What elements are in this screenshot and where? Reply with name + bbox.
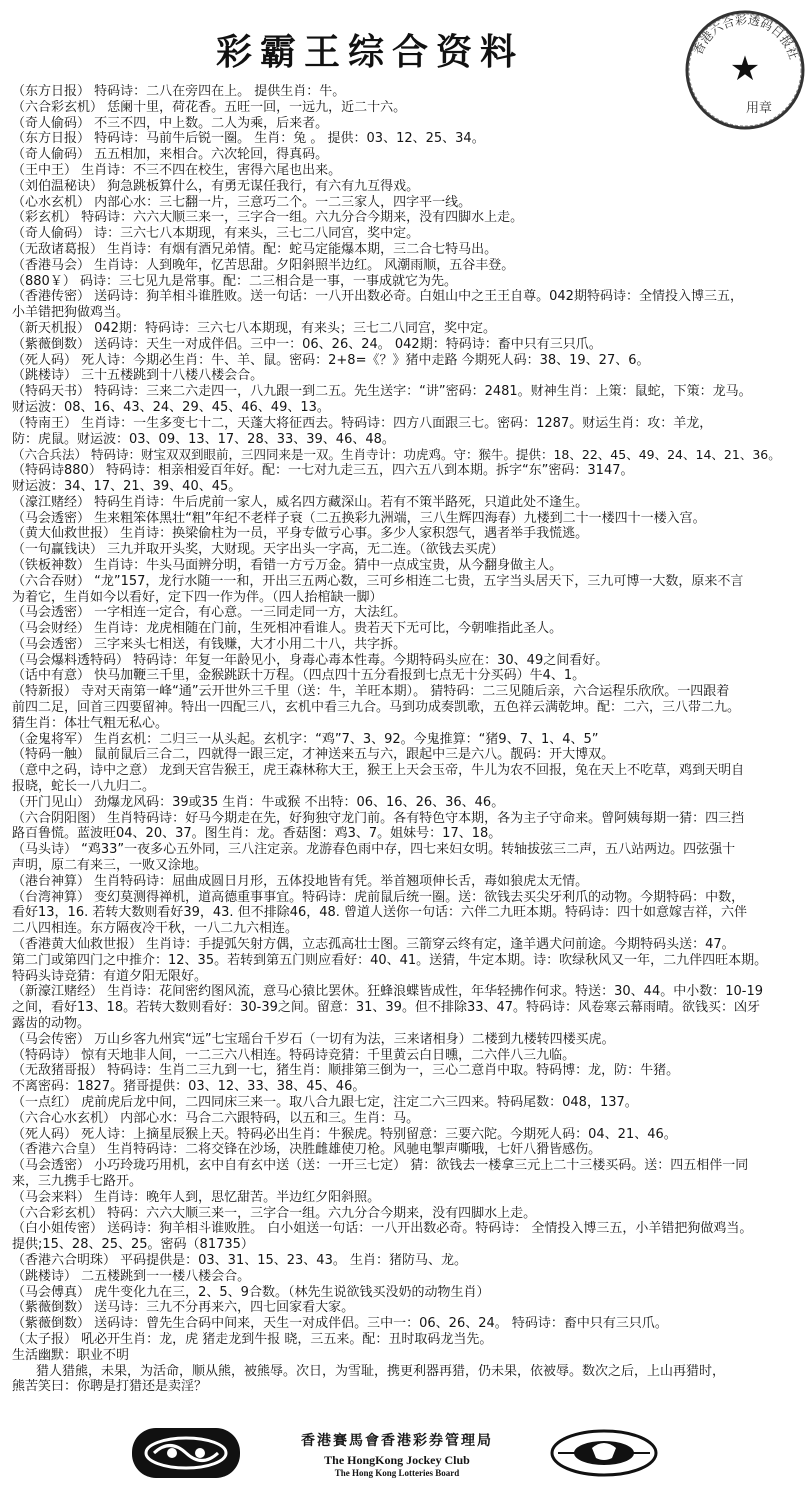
text-line: 财运波：08、16、43、24、29、45、46、49、13。 — [12, 399, 330, 415]
humor-heading: 生活幽默：职业不明 — [12, 1347, 130, 1363]
page-title: 彩霸王综合资料 — [215, 31, 524, 73]
footer — [0, 1418, 810, 1494]
text-line: （无敌猪哥报） 特码诗：生肖二三九到一七，猪生肖：顺排第三倒为一，三心二意肖中取。特码博：龙，防：牛猪。 — [12, 1063, 680, 1079]
text-line: （金鬼将军） 生肖玄机：二归三一从头起。玄机字：“鸡”7、3、92。今鬼推算：“猪9、7、1、4、5” — [12, 731, 599, 747]
text-line: （六合吞财） “龙”157，龙行水随一一和，开出三五两心数，三可乡相连二七贵，五字当头居天下，三九可博一大数，原来不言 — [12, 573, 744, 589]
text-line: （马会透密） 三字来头七相送，有钱赚，大才小用二十八，共字拆。 — [12, 636, 407, 652]
text-line: 看好13，16. 若转大数则看好39，43. 但不排除46，48. 曾道人送你一句话：六伴二九旺本期。特码诗：四十如意嫁吉祥，六伴 — [12, 905, 748, 921]
text-line: （东方日报） 特码诗：二八在旁四在上。 提供生肖：牛。 — [12, 84, 346, 99]
text-line: 来，三九携手七路开。 — [12, 1173, 143, 1189]
text-line: （铁板神数） 生肖诗：牛头马面辨分明，看错一方亏万金。猜中一点成宝贵，从今翻身做主人。 — [12, 557, 563, 573]
humor-text: 熊苦笑曰：你聘是打猎还是卖淫？ — [12, 1379, 208, 1395]
humor-text: 猎人猎熊，未果，为活命，顺从熊，被熊辱。次日，为雪耻，携更利器再猎，仍未果，依被辱。数次之后，上山再猎时， — [36, 1363, 726, 1379]
text-line: 防：虎鼠。财运波：03、09、13、17、28、33、39、46、48。 — [12, 431, 395, 447]
text-line: （香港六合皇） 生肖特码诗：二将交锋在沙场，决胜雌雄使刀枪。风驰电掣声嘶哦，七奸八猾皆感伤。 — [12, 1142, 602, 1158]
text-line: 小羊错把狗做鸡当。 — [12, 305, 130, 321]
text-line: 之间，看好13、18。若转大数则看好：30-39之间。留意：31、39。但不排除33、47。特码诗：风卷寒云幕雨晴。欲钱买：凶牙 — [12, 1000, 761, 1016]
text-line: （六合阴阳图） 生肖特码诗：好马今期走在先，好狗独守龙门前。各有特色守本期，各为主子守命来。曾阿姨每期一猜：四三挡 — [12, 810, 745, 826]
text-line: （特新报） 寺对天南第一峰“通”云开世外三千里（送：牛，羊旺本期）。 猜特码：二三见随后亲，六合运程乐欣欣。一四跟着 — [12, 684, 730, 700]
text-line: （香港黄大仙救世报） 生肖诗：手提弧矢射方偶，立志孤高壮士图。三箭穿云终有定，逢羊遇犬问前途。今期特码头送：47。 — [12, 937, 735, 953]
text-line: （死人码） 死人诗：上摘星辰猴上天。特码必出生肖：牛猴虎。特别留意：三要六陀。今期死人码：04、21、46。 — [12, 1126, 677, 1142]
svg-text:用章: 用章 — [745, 101, 773, 116]
text-line: （紫薇倒数） 送马诗：三九不分再来六，四七回家看大家。 — [12, 1300, 355, 1316]
text-line: （东方日报） 特码诗：马前牛后锐一圈。 生肖：兔 。 提供：03、12、25、34。 — [12, 131, 485, 147]
text-line: （马会传密） 万山乡客九州宾“远”七宝瑶台千岁石（一切有为法，三来诸相身）二楼到九楼转四楼买虎。 — [12, 1031, 615, 1047]
text-line: （马头诗） “鸡33”一夜多心五外同，三八注定亲。龙游春色雨中存，四七来妇女明。转轴拔弦三二声，五八站两边。四弦强十 — [12, 842, 736, 858]
text-line: （香港六合明珠） 平码提供是：03、31、15、23、43。 生肖：猪防马、龙。 — [12, 1252, 467, 1268]
text-line: （意中之码，诗中之意） 龙到天宫告猴王，虎王森林称大王，猴王上天会玉帝，牛儿为农不回报，兔在天上不吃草，鸡到天明自 — [12, 763, 745, 779]
text-line: （黄大仙救世报） 生肖诗：换梁偷柱为一员，平身专做亏心事。多少人家积怨气，遇者举手我慌逃。 — [12, 526, 589, 542]
footer-en-jockey: The HongKong Jockey Club — [324, 1453, 470, 1467]
horse-logo-icon — [548, 1426, 660, 1480]
text-line: （太子报） 吼必开生肖：龙，虎 猪走龙到牛报 晓，三五来。配：丑时取码龙当先。 — [12, 1331, 493, 1347]
text-line: （彩玄机） 特码诗：六六大顺三来一，三字合一组。六九分合今期来，没有四脚水上走。 — [12, 210, 524, 226]
text-line: 不离密码：1827。猪哥提供：03、12、33、38、45、46。 — [12, 1079, 366, 1095]
text-line: 前四二足，回首三四要留神。特出一四配三八，玄机中看三九合。马到功成奏凯歌，五色祥云满乾坤。配：二六，三八带二九。 — [12, 700, 741, 716]
text-line: （港台神算） 生肖特码诗：屈曲成圆日月形，五体投地皆有凭。举首翘项伸长舌，毒如狼虎太无情。 — [12, 873, 589, 889]
tips-text-block — [12, 84, 804, 1395]
text-line: （六合彩玄机） 恁阑十里，荷花香。五旺一回，一远九，近二十六。 — [12, 99, 407, 115]
text-line: （话中有意） 快马加鞭三千里，金猴跳跃十万程。（四点四十五分看报到七点无十分买码）牛4、1。 — [12, 668, 586, 684]
text-line: （880￥） 码诗：三七见九是常事。配：二三相合是一事，一事成就它为先。 — [12, 273, 457, 289]
text-line: 第二门或第四门之中推介：12、35。若转到第五门则应看好：40、41。送猜，牛定本期。诗：吹绿秋风又一年，二九伴四旺本期。 — [12, 952, 768, 968]
text-line: 为着它，生肖如今以看好，定下四一作为伴。（四人抬棺缺一脚） — [12, 589, 383, 605]
text-line: （紫薇倒数） 送码诗：曾先生合码中间来，天生一对成伴侣。三中一：06、26、24。 特码诗：畜中只有三只爪。 — [12, 1316, 668, 1332]
text-line: （新濠江赌经） 生肖诗：花间密约图风流，意马心猿比罢休。狂蜂浪蝶皆成性，年华轻拂作何求。特送：30、44。中小数：10-19 — [12, 984, 763, 1000]
svg-text:★: ★ — [729, 49, 761, 89]
text-line: 露齿的动物。 — [12, 1016, 91, 1032]
text-line: （跳楼诗） 三十五楼跳到十八楼八楼会合。 — [12, 368, 264, 384]
text-line: （六合心水玄机） 内部心水：马合二六跟特码，以五和三。生肖：马。 — [12, 1110, 420, 1126]
text-line: 财运波：34、17、21、39、40、45。 — [12, 478, 242, 494]
text-line: （马会透密） 小巧玲珑巧用机，玄中自有玄中送（送：一开三七定） 猜：欲钱去一楼拿三元上二十三楼买码。送：四五相伴一同 — [12, 1158, 749, 1174]
text-line: （奇人偷码） 五五相加，来相合。六次轮回，得真码。 — [12, 147, 329, 163]
svg-text:香港六合彩透码日报社: 香港六合彩透码日报社 — [690, 12, 801, 62]
text-line: （特码诗880） 特码诗：相亲相爱百年好。配：一七对九走三五，四六五八到本期。拆字“东”密码：3147。 — [12, 463, 634, 479]
text-line: （香港传密） 送码诗：狗羊相斗谁胜败。送一句话：一八开出数必奇。白姐山中之王王自尊。042期特码诗：全情投入博三五， — [12, 289, 743, 305]
text-line: 特码头诗竞猜：有道夕阳无限好。 — [12, 968, 208, 984]
footer-cn-name: 香港賽馬會香港彩券管理局 — [301, 1433, 493, 1449]
text-line: （六合彩玄机） 特码：六六大顺三来一，三字合一组。六九分合今期来，没有四脚水上走。 — [12, 1205, 537, 1221]
text-line: （紫薇倒数） 送码诗：天生一对成伴侣。三中一：06、26、24。 042期：特码诗：畜中只有三只爪。 — [12, 336, 602, 352]
text-line: 声明，原二有来三，一败又涂地。 — [12, 858, 208, 874]
text-line: 猜生肖：体壮气粗无私心。 — [12, 715, 169, 731]
text-line: （特南王） 生肖诗：一生多变七十二，天蓬大将征西去。特码诗：四方八面跟三七。密码：1287。财运生肖：攻：羊龙， — [12, 415, 713, 431]
text-line: 报晓，蛇长一八九归二。 — [12, 779, 156, 795]
text-line: （白小姐传密） 送码诗：狗羊相斗谁败胜。 白小姐送一句话：一八开出数必奇。特码诗： 全情投入博三五，小羊错把狗做鸡当。 — [12, 1221, 753, 1237]
text-line: （无敌诸葛报） 生肖诗：有烟有酒兄弟情。配：蛇马定能爆本期，三二合七特马出。 — [12, 241, 498, 257]
text-line: （台湾神算） 变幻莫测得禅机，道高德重事事宜。特码诗：虎前鼠后统一圈。送：欲钱去买尖牙利爪的动物。今期特码：中数， — [12, 889, 745, 905]
text-line: 提供;15、28、25、25。密码（81735） — [12, 1237, 254, 1253]
lotteries-board-logo — [132, 1428, 240, 1478]
text-line: （王中王） 生肖诗：不三不四在校生，害得六尾也出来。 — [12, 162, 342, 178]
text-line: （奇人偷码） 不三不四，中上数。二人为乘，后来者。 — [12, 115, 329, 131]
text-line: （新天机报） 042期：特码诗：三六七八本期现，有来头；三七二八同宫，奖中定。 — [12, 320, 496, 336]
wave-logo-icon — [132, 1428, 240, 1478]
text-line: （特码天书） 特码诗：三来二六走四一，八九跟一到二五。先生送字：“讲”密码：2481。财神生肖：上策：鼠蛇，下策：龙马。 — [12, 384, 752, 400]
text-line: （跳楼诗） 二五楼跳到一一楼八楼会合。 — [12, 1268, 251, 1284]
text-line: （开门见山） 劲爆龙风码：39或35 生肖：牛或猴 不出特：06、16、26、36、46。 — [12, 794, 505, 810]
text-line: （特码一触） 鼠前鼠后三合二，四就得一跟三定，才神送来五与六，跟起中三是六八。靓码：开大博双。 — [12, 747, 615, 763]
text-line: （马会财经） 生肖诗：龙虎相随在门前，生死相冲看谁人。贵若天下无可比，今朝唯指此圣人。 — [12, 621, 563, 637]
text-line: （香港马会） 生肖诗：人到晚年，忆苦思甜。夕阳斜照半边红。 风潮雨顺，五谷丰登。 — [12, 257, 515, 273]
text-line: （马会来料） 生肖诗：晚年人到，思忆甜苦。半边红夕阳斜照。 — [12, 1189, 381, 1205]
footer-text — [262, 1430, 532, 1478]
text-line: 路百鲁慌。蓝波旺04、20、37。图生肖：龙。香菇图：鸡3、7。姐妹号：17、18。 — [12, 826, 502, 842]
text-line: （心水玄机） 内部心水：三七翻一片，三意巧二个。一二三家人，四字平一线。 — [12, 194, 472, 210]
text-line: （一点红） 虎前虎后龙中间，二四同床三来一。取八合九跟七定，注定二六三四来。特码尾数：048，137。 — [12, 1095, 638, 1110]
text-line: （特码诗） 惊有天地非人间，一二三六八相连。特码诗竞猜：千里黄云白日曛，二六伴八三九临。 — [12, 1047, 576, 1063]
text-line: （六合兵法） 特码诗：财宝双双到眼前，三四同来是一双。生肖寺计：功虎鸡。守：猴牛。提供：18、22、45、49、24、14、21、36。 — [12, 447, 781, 463]
footer-en-lotteries: The Hong Kong Lotteries Board — [334, 1468, 460, 1478]
text-line: （奇人偷码） 诗：三六七八本期现，有来头，三七二八同宫，奖中定。 — [12, 226, 420, 242]
text-line: （一句赢钱诀） 三九并取开头奖，大财现。天字出头一字高，无二连。（欲钱去买虎） — [12, 542, 504, 558]
text-line: （濠江赌经） 特码生肖诗：牛后虎前一家人，威名四方藏深山。若有不策半路死，只道此处不逢生。 — [12, 494, 589, 510]
text-line: （马会透密） 一字相连一定合，有心意。一三同走同一方，大法红。 — [12, 605, 407, 621]
text-line: （马会爆料透特码） 特码诗：年复一年龄见小，身毒心毒本性毒。今期特码头应在：30、49之间看好。 — [12, 652, 609, 668]
text-line: （马会透密） 生来粗笨体黑壮“粗”年纪不老样子衰（二五换彩九洲端，三八生辉四海春）九楼到二十一楼四十一楼入宫。 — [12, 510, 706, 526]
text-line: （马会傅真） 虎牛变化九在三，2、5、9合数。（林先生说欲钱买没奶的动物生肖） — [12, 1284, 490, 1300]
text-line: （刘伯温秘诀） 狗急跳板算什么，有勇无谋任我行，有六有九互得戏。 — [12, 178, 420, 194]
text-line: （死人码） 死人诗：今期必生肖：牛、羊、鼠。密码：2+8=《？》猪中走路 今期死人码：38、19、27、6。 — [12, 352, 650, 368]
text-line: 二八四相连。东方隔夜冷干秋，一八二九六相连。 — [12, 921, 299, 937]
